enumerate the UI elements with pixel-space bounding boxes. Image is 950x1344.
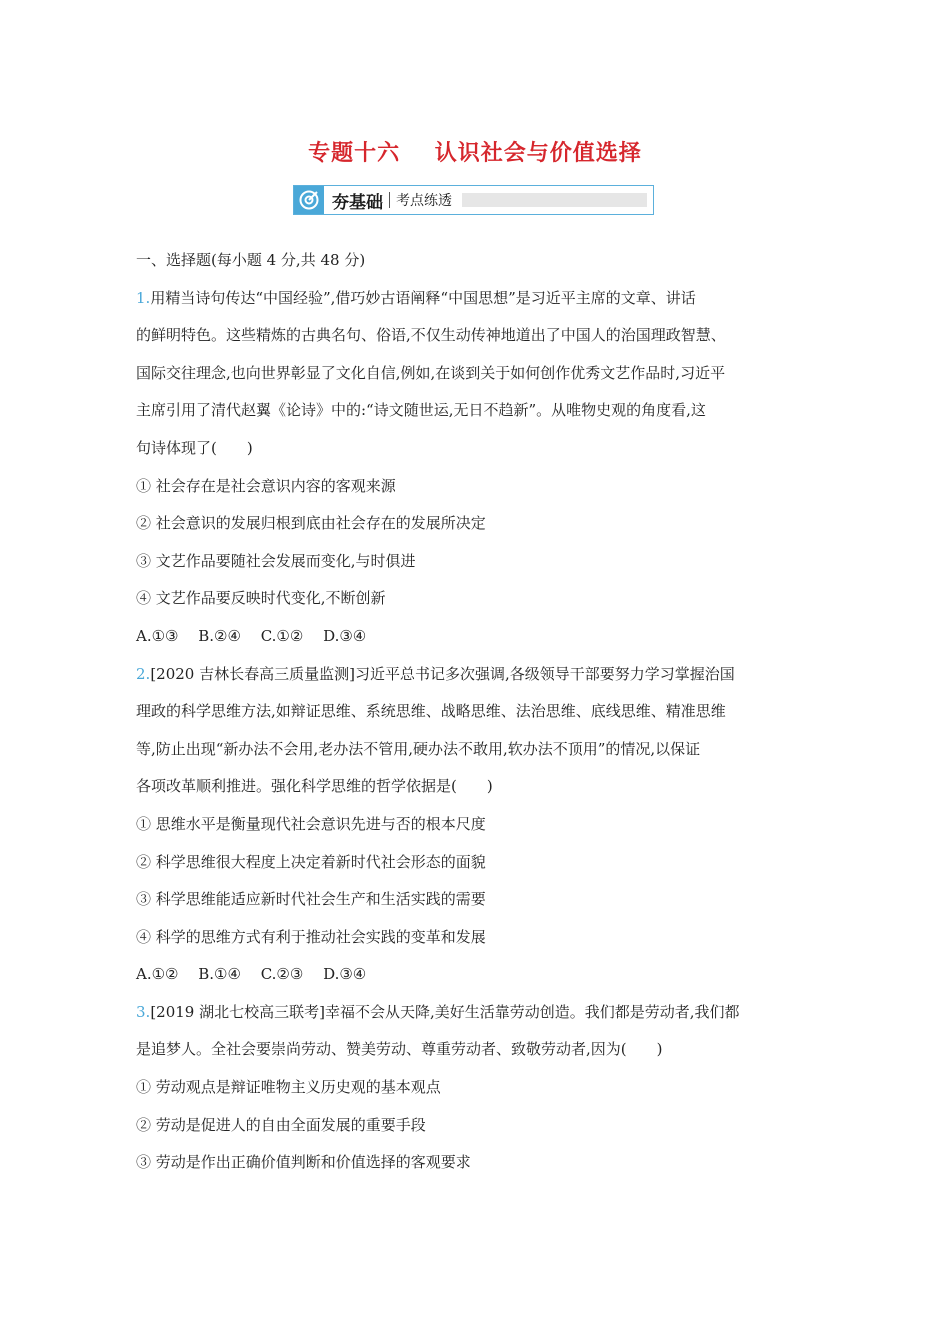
question-stem-line: 2.[2020 吉林长春高三质量监测]习近平总书记多次强调,各级领导干部要努力学习掌握治国: [136, 664, 735, 683]
section-banner: [293, 185, 654, 215]
option-statement: ④ 科学的思维方式有利于推动社会实践的变革和发展: [136, 927, 486, 946]
option-statement: ① 劳动观点是辩证唯物主义历史观的基本观点: [136, 1078, 441, 1097]
option-statement: ③ 科学思维能适应新时代社会生产和生活实践的需要: [136, 890, 486, 909]
option-statement: ④ 文艺作品要反映时代变化,不断创新: [136, 589, 386, 608]
option-statement: ① 思维水平是衡量现代社会意识先进与否的根本尺度: [136, 814, 486, 833]
banner-subtitle: 考点练透: [396, 193, 452, 209]
question-stem-line: 主席引用了清代赵翼《论诗》中的:“诗文随世运,无日不趋新”。从唯物史观的角度看,这: [136, 401, 706, 420]
question-3: [136, 994, 816, 1182]
question-stem-line: 等,防止出现“新办法不会用,老办法不管用,硬办法不敢用,软办法不顶用”的情况,以保证: [136, 739, 701, 758]
answer-choices: A.①② B.①④ C.②③ D.③④: [136, 965, 367, 984]
question-number: 1.: [136, 288, 151, 307]
section-heading: 一、选择题(每小题 4 分,共 48 分): [136, 251, 366, 269]
page-title: 专题十六 认识社会与价值选择: [308, 141, 642, 166]
option-statement: ③ 劳动是作出正确价值判断和价值选择的客观要求: [136, 1153, 471, 1172]
option-statement: ② 社会意识的发展归根到底由社会存在的发展所决定: [136, 514, 486, 533]
question-stem-line: 是追梦人。全社会要崇尚劳动、赞美劳动、尊重劳动者、致敬劳动者,因为( ): [136, 1040, 663, 1059]
question-stem-line: 句诗体现了( ): [136, 438, 253, 457]
option-statement: ③ 文艺作品要随社会发展而变化,与时俱进: [136, 551, 416, 570]
question-stem-line: 3.[2019 湖北七校高三联考]幸福不会从天降,美好生活靠劳动创造。我们都是劳动者,我们都: [136, 1002, 740, 1021]
option-statement: ② 科学思维很大程度上决定着新时代社会形态的面貌: [136, 852, 486, 871]
question-stem-line: 的鲜明特色。这些精炼的古典名句、俗语,不仅生动传神地道出了中国人的治国理政智慧、: [136, 326, 726, 345]
question-stem-line: 1.用精当诗句传达“中国经验”,借巧妙古语阐释“中国思想”是习近平主席的文章、讲话: [136, 288, 696, 307]
document-body: [136, 242, 816, 1182]
question-stem-line: 理政的科学思维方法,如辩证思维、系统思维、战略思维、法治思维、底线思维、精准思维: [136, 702, 726, 721]
question-2: [136, 656, 816, 994]
question-1: [136, 280, 816, 656]
question-number: 2.: [136, 664, 151, 683]
answer-choices: A.①③ B.②④ C.①② D.③④: [136, 626, 367, 645]
question-stem-line: 国际交往理念,也向世界彰显了文化自信,例如,在谈到关于如何创作优秀文艺作品时,习近平: [136, 363, 726, 382]
banner-bar: [462, 193, 647, 207]
target-icon: [294, 186, 324, 214]
option-statement: ② 劳动是促进人的自由全面发展的重要手段: [136, 1115, 426, 1134]
banner-title: 夯基础: [332, 192, 383, 213]
option-statement: ① 社会存在是社会意识内容的客观来源: [136, 476, 396, 495]
question-number: 3.: [136, 1002, 151, 1021]
question-stem-line: 各项改革顺利推进。强化科学思维的哲学依据是( ): [136, 777, 493, 796]
banner-divider: [389, 192, 390, 208]
